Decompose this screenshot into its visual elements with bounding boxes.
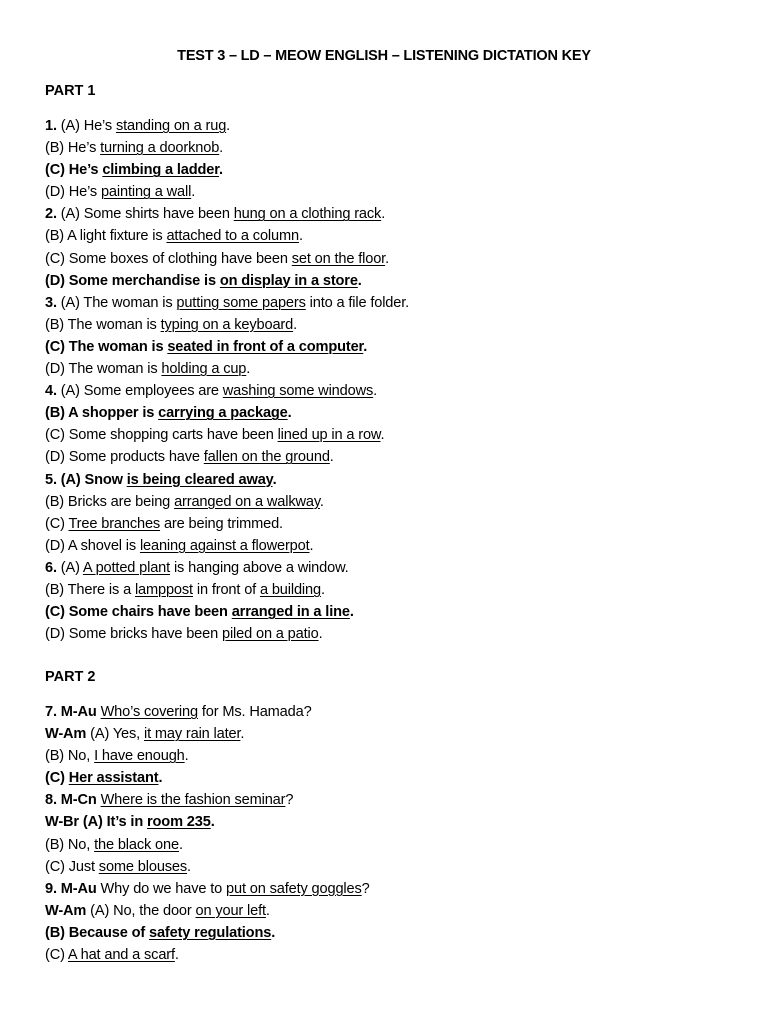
answer-line	[45, 469, 745, 491]
dictation-answer: set on the floor	[291, 250, 386, 267]
answer-text: (C) Some boxes of clothing have been	[45, 250, 292, 267]
answer-line	[45, 159, 745, 181]
answer-text: (D) Some products have	[45, 449, 204, 466]
dictation-answer: is being cleared away	[126, 471, 273, 488]
answer-line	[45, 491, 745, 513]
answer-text: are being trimmed.	[160, 515, 283, 532]
answer-text: (C) Some shopping carts have been	[45, 427, 278, 444]
answer-text: for Ms. Hamada?	[197, 704, 312, 720]
answer-line	[45, 856, 745, 878]
answer-text: .	[218, 162, 223, 179]
answer-text: .	[357, 272, 362, 289]
answer-line	[45, 358, 745, 380]
answer-line	[45, 137, 745, 159]
answer-line	[45, 248, 745, 270]
answer-line	[45, 402, 745, 424]
answer-text: .	[191, 184, 196, 201]
answer-text: (A) Yes,	[86, 726, 144, 743]
answer-line	[45, 878, 745, 900]
answer-text: .	[158, 770, 163, 787]
answer-text: is hanging above a window.	[170, 559, 349, 576]
answer-text: .	[298, 228, 303, 245]
dictation-answer: a building	[259, 581, 321, 598]
dictation-answer: A hat and a scarf	[67, 947, 175, 964]
answer-text: (C) Some chairs have been	[45, 604, 232, 621]
answer-text: .	[246, 361, 251, 378]
answer-text: .	[363, 338, 368, 355]
answer-text: (B) No,	[45, 748, 95, 765]
answer-text: 2.	[45, 206, 57, 223]
answer-text: 9. M-Au	[45, 880, 97, 897]
answer-text: .	[309, 537, 314, 554]
answer-text: .	[329, 449, 334, 466]
answer-text: .	[381, 206, 386, 223]
answer-text: .	[287, 405, 292, 422]
answer-text: (D) The woman is	[45, 361, 162, 378]
dictation-answer: some blouses	[98, 858, 188, 875]
answer-text: .	[240, 726, 245, 743]
answer-text: (A) No, the door	[86, 902, 196, 919]
dictation-answer: lined up in a row	[277, 427, 381, 444]
answer-text: (D) He’s	[45, 184, 101, 201]
answer-line	[45, 446, 745, 468]
answer-text: (A) He’s	[56, 118, 116, 134]
answer-line	[45, 314, 745, 336]
answer-text: .	[265, 902, 270, 919]
answer-line	[45, 834, 745, 856]
answer-text: 8. M-Cn	[45, 792, 97, 809]
answer-line	[45, 579, 745, 601]
dictation-answer: the black one	[94, 836, 179, 853]
dictation-answer: fallen on the ground	[203, 449, 330, 466]
answer-text: .	[210, 814, 215, 831]
answer-text: Why do we have to	[96, 880, 227, 897]
dictation-answer: putting some papers	[176, 294, 306, 311]
answer-text: .	[373, 383, 378, 400]
part-1-heading: PART 1	[45, 83, 96, 99]
answer-line	[45, 745, 745, 767]
answer-text: (B) There is a	[45, 581, 135, 598]
answer-text: .	[178, 836, 183, 853]
answer-text: (A) Some employees are	[56, 383, 223, 400]
dictation-answer: washing some windows	[222, 383, 374, 400]
answer-text: .	[271, 924, 276, 941]
answer-text: (D) Some bricks have been	[45, 626, 222, 643]
answer-text: .	[174, 947, 179, 964]
answer-text: (C) Just	[45, 858, 99, 875]
answer-line	[45, 115, 745, 137]
dictation-answer: hung on a clothing rack	[233, 206, 382, 223]
part-2-heading: PART 2	[45, 669, 96, 685]
answer-line	[45, 623, 745, 645]
answer-line	[45, 292, 745, 314]
answer-text: .	[293, 316, 297, 333]
answer-text: (C) He’s	[45, 162, 103, 179]
dictation-answer: on your left	[195, 902, 266, 919]
answer-text: (A) The woman is	[56, 294, 177, 311]
answer-text: W-Br (A) It’s in	[45, 814, 148, 831]
dictation-answer: Where is the fashion seminar	[100, 792, 286, 809]
document-title: TEST 3 – LD – MEOW ENGLISH – LISTENING DICTATION KEY	[177, 48, 591, 64]
dictation-answer: typing on a keyboard	[160, 316, 294, 333]
answer-line	[45, 944, 745, 966]
answer-line	[45, 336, 745, 358]
answer-text: (A)	[56, 559, 83, 576]
dictation-answer: seated in front of a computer	[167, 338, 364, 355]
answer-text: W-Am	[45, 726, 87, 743]
answer-text: (D) A shovel is	[45, 537, 140, 554]
answer-line	[45, 811, 745, 833]
part-1-answer-list	[45, 115, 745, 645]
answer-text: .	[219, 140, 224, 157]
answer-text: .	[380, 427, 385, 444]
answer-line	[45, 225, 745, 247]
answer-text: (B) The woman is	[45, 316, 161, 333]
answer-text: (A) Some shirts have been	[56, 206, 234, 223]
answer-line	[45, 789, 745, 811]
dictation-answer: holding a cup	[161, 361, 247, 378]
dictation-answer: safety regulations	[148, 924, 272, 941]
answer-text: (B) A light fixture is	[45, 228, 167, 245]
answer-text: 7. M-Au	[45, 704, 97, 720]
dictation-answer: painting a wall	[100, 184, 192, 201]
dictation-answer: lamppost	[134, 581, 193, 598]
dictation-answer: Who’s covering	[100, 704, 198, 720]
answer-line	[45, 270, 745, 292]
answer-text: .	[272, 471, 277, 488]
dictation-answer: turning a doorknob	[100, 140, 220, 157]
answer-line	[45, 557, 745, 579]
answer-text: 1.	[45, 118, 57, 134]
answer-text: .	[385, 250, 389, 267]
dictation-answer: carrying a package	[158, 405, 288, 422]
dictation-answer: A potted plant	[82, 559, 171, 576]
answer-line	[45, 535, 745, 557]
answer-text: (B) A shopper is	[45, 405, 159, 422]
dictation-answer: climbing a ladder	[102, 162, 219, 179]
dictation-answer: Tree branches	[68, 515, 161, 532]
answer-line	[45, 513, 745, 535]
dictation-answer: piled on a patio	[221, 626, 319, 643]
answer-text: in front of	[192, 581, 260, 598]
dictation-answer: on display in a store	[219, 272, 358, 289]
answer-text: (B) No,	[45, 836, 95, 853]
answer-text: 3.	[45, 294, 57, 311]
dictation-answer: Her assistant	[68, 770, 159, 787]
answer-text: .	[320, 581, 325, 598]
answer-line	[45, 380, 745, 402]
dictation-answer: I have enough	[94, 748, 185, 765]
answer-text: 4.	[45, 383, 57, 400]
answer-line	[45, 900, 745, 922]
dictation-answer: put on safety goggles	[226, 880, 362, 897]
answer-text: .	[349, 604, 354, 621]
answer-line	[45, 203, 745, 225]
dictation-answer: standing on a rug	[115, 118, 227, 134]
answer-line	[45, 767, 745, 789]
answer-text: into a file folder.	[305, 294, 410, 311]
answer-text: W-Am	[45, 902, 87, 919]
answer-text: ?	[285, 792, 294, 809]
part-2-answer-list	[45, 701, 745, 966]
dictation-answer: it may rain later	[143, 726, 241, 743]
dictation-answer: leaning against a flowerpot	[139, 537, 310, 554]
answer-text: (C)	[45, 770, 69, 787]
answer-text: .	[319, 493, 324, 510]
answer-text: (B) Because of	[45, 924, 149, 941]
answer-text: ?	[361, 880, 370, 897]
dictation-answer: attached to a column	[166, 228, 299, 245]
answer-line	[45, 723, 745, 745]
answer-line	[45, 701, 745, 723]
answer-text: .	[184, 748, 189, 765]
answer-text: 6.	[45, 559, 57, 576]
answer-text: (B) He’s	[45, 140, 101, 157]
answer-line	[45, 922, 745, 944]
answer-text: (C)	[45, 947, 68, 964]
answer-text: (B) Bricks are being	[45, 493, 175, 510]
answer-text: .	[187, 858, 191, 875]
dictation-answer: room 235	[147, 814, 211, 831]
answer-line	[45, 601, 745, 623]
answer-line	[45, 181, 745, 203]
answer-text: 5. (A) Snow	[45, 471, 127, 488]
dictation-answer: arranged on a walkway	[174, 493, 320, 510]
answer-text: .	[226, 118, 231, 134]
answer-line	[45, 424, 745, 446]
answer-text: (D) Some merchandise is	[45, 272, 220, 289]
answer-text: (C) The woman is	[45, 338, 168, 355]
answer-text: .	[318, 626, 323, 643]
answer-text: (C)	[45, 515, 69, 532]
dictation-answer: arranged in a line	[231, 604, 350, 621]
